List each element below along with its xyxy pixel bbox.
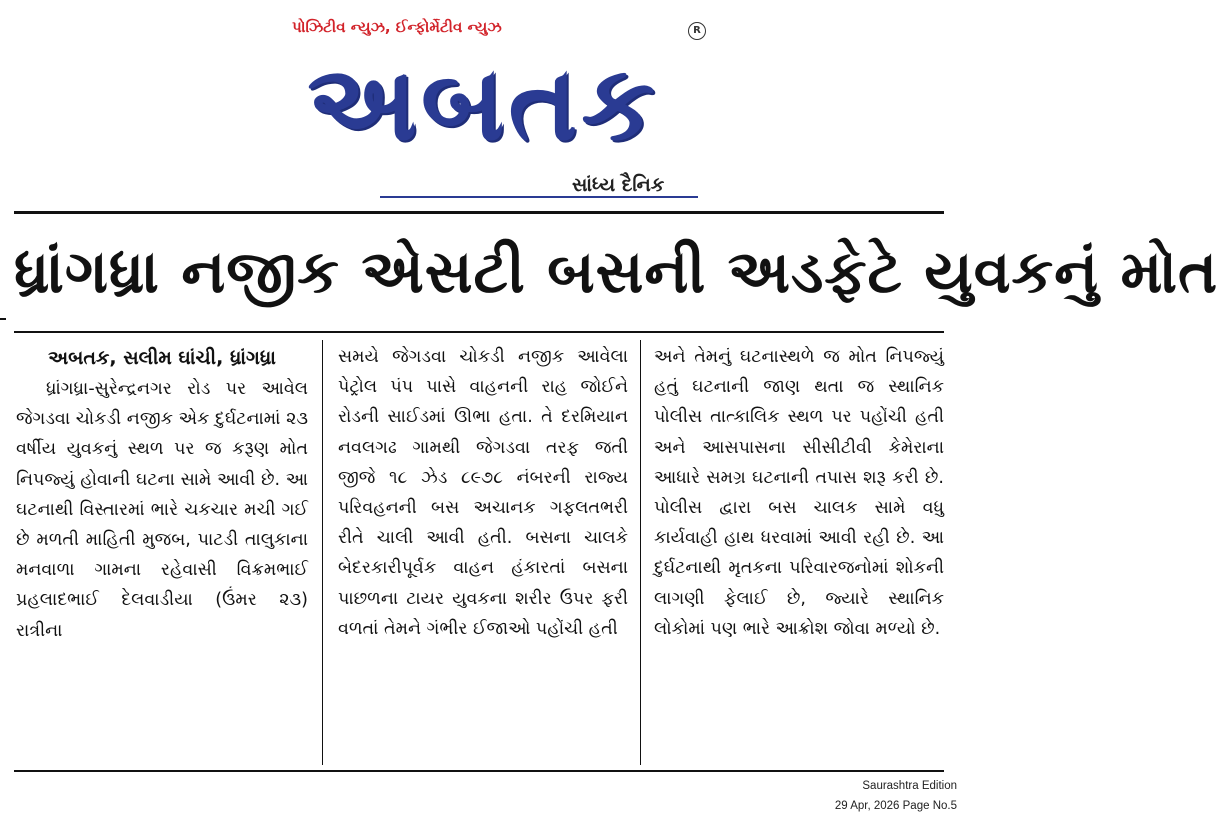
column-2-text: સમયે જેગડવા ચોકડી નજીક આવેલા પેટ્રોલ પંપ પાસે વાહનની રાહ જોઈને રોડની સાઈડમાં ઊભા હતા. તે દરમિયાન નવલગઢ ગામથી જેગડવા તરફ જતી જીજે ૧૮ ઝેડ ૮૯૭૮ નંબરની રાજ્ય પરિવહનની બસ અચાનક ગફલતભરી રીતે ચાલી આવી હતી. બસના ચાલકે બેદરકારીપૂર્વક વાહન હંકારતાં બસના પાછળના ટાયર યુવકના શરીર ઉપર ફરી વળતાં તેમને ગંભીર ઈજાઓ પહોંચી હતી: [338, 347, 628, 639]
column-3-text: અને તેમનું ઘટનાસ્થળે જ મોત નિપજ્યું હતું ઘટનાની જાણ થતા જ સ્થાનિક પોલીસ તાત્કાલિક સ્થળ પર પહોંચી હતી અને આસપાસના સીસીટીવી કેમેરાના આધારે સમગ્ર ઘટનાની તપાસ શરૂ કરી છે. પોલીસ દ્વારા બસ ચાલક સામે વધુ કાર્યવાહી હાથ ધરવામાં આવી રહી છે. આ દુર્ઘટનાથી મૃતકના પરિવારજનોમાં શોકની લાગણી ફેલાઈ છે, જ્યારે સ્થાનિક લોકોમાં પણ ભારે આક્રોશ જોવા મળ્યો છે.: [654, 347, 944, 639]
article-column-2: [338, 342, 628, 644]
masthead: [0, 0, 965, 205]
masthead-underline: [380, 196, 698, 198]
masthead-tagline: પોઝિટીવ ન્યુઝ, ઈન્ફોર્મેટીવ ન્યુઝ: [292, 18, 502, 36]
newspaper-logo: અબતક: [307, 42, 659, 164]
article-column-3: [654, 342, 944, 644]
article-column-1: [16, 342, 308, 646]
edition-label: Saurashtra Edition: [862, 780, 957, 792]
column-1-text: ધ્રાંગધ્રા-સુરેન્દ્રનગર રોડ પર આવેલ જેગડવા ચોકડી નજીક એક દુર્ઘટનામાં ૨૩ વર્ષીય યુવકનું સ્થળ પર જ કરૂણ મોત નિપજ્યું હોવાની ઘટના સામે આવી છે. આ ઘટનાથી વિસ્તારમાં ભારે ચકચાર મચી ગઈ છે મળતી માહિતી મુજબ, પાટડી તાલુકાના મનવાળા ગામના રહેવાસી વિક્રમભાઈ પ્રહલાદભાઈ દેલવાડીયા (ઉંમર ૨૩) રાત્રીના: [16, 379, 308, 641]
top-divider: [14, 211, 944, 214]
masthead-subtitle: સાંધ્ય દૈનિક: [572, 174, 665, 196]
registered-mark-icon: R: [688, 22, 706, 40]
headline-divider: [14, 331, 944, 333]
page-info: 29 Apr, 2026 Page No.5: [834, 800, 957, 812]
column-divider: [640, 340, 641, 765]
margin-mark: [0, 318, 6, 320]
bottom-divider: [14, 770, 944, 772]
article-headline: ધ્રાંગધ્રા નજીક એસટી બસની અડફેટે યુવકનું મોત: [14, 237, 1218, 306]
article-byline: અબતક, સલીમ ઘાંચી, ધ્રાંગધ્રા: [48, 347, 276, 369]
column-divider: [322, 340, 323, 765]
